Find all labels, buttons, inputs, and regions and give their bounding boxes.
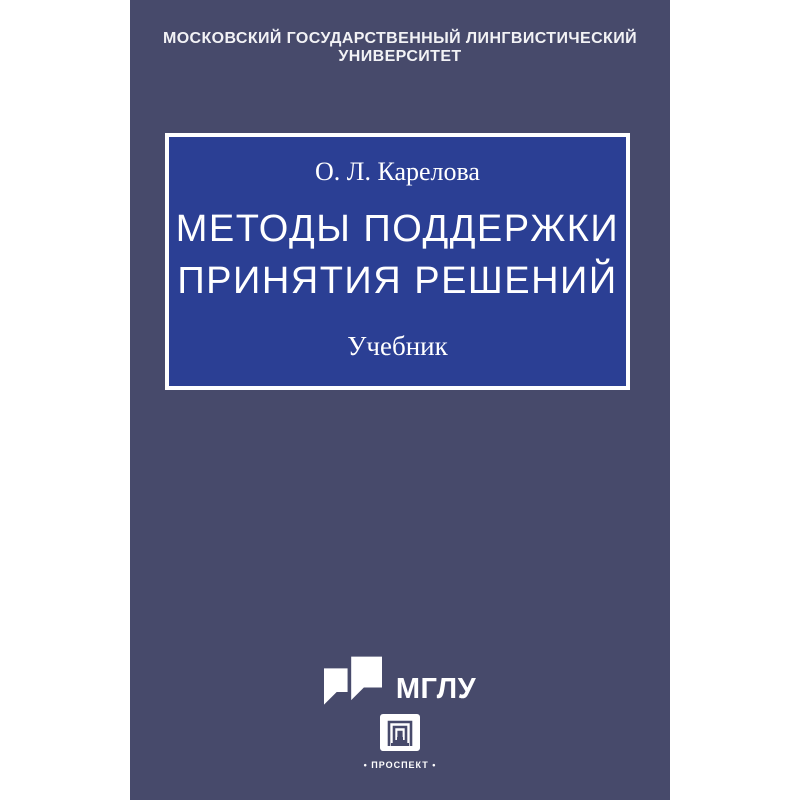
publisher-logo xyxy=(130,714,670,770)
book-title xyxy=(176,203,619,307)
book-title-line2: ПРИНЯТИЯ РЕШЕНИЙ xyxy=(177,260,618,302)
university-name: МОСКОВСКИЙ ГОСУДАРСТВЕННЫЙ ЛИНГВИСТИЧЕСКИЙ УНИВЕРСИТЕТ xyxy=(162,30,637,65)
author-name: О. Л. Карелова xyxy=(315,157,480,186)
subtitle: Учебник xyxy=(347,331,448,361)
book-title-line1: МЕТОДЫ ПОДДЕРЖКИ xyxy=(175,208,620,250)
prospekt-arch-icon xyxy=(379,714,421,757)
mglu-logo-text: МГЛУ xyxy=(395,673,477,705)
mglu-logo xyxy=(130,656,670,713)
book-cover xyxy=(130,0,670,800)
title-box xyxy=(165,133,630,390)
publisher-name: • ПРОСПЕКТ • xyxy=(363,760,437,770)
speech-bubbles-icon xyxy=(324,656,382,713)
